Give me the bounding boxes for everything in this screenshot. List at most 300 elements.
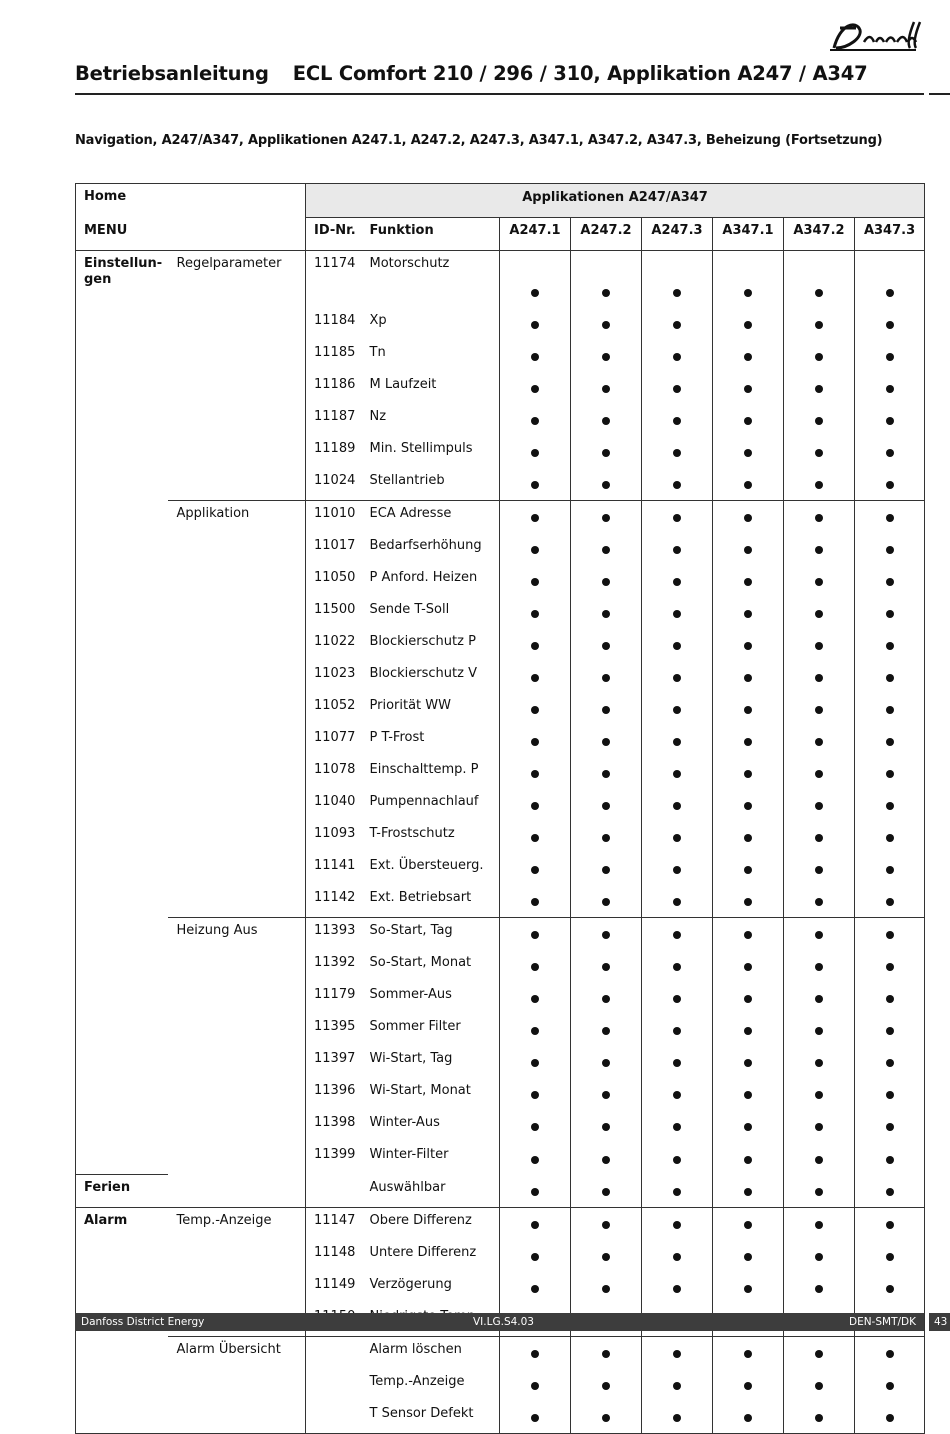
- app-cell: [784, 1401, 855, 1434]
- available-dot-icon: [744, 931, 752, 939]
- table-row: [76, 1240, 925, 1272]
- subsection-cell: [168, 533, 306, 565]
- app-cell: [713, 1272, 784, 1304]
- subsection-cell: [168, 340, 306, 372]
- section-cell: [76, 533, 168, 565]
- available-dot-icon: [815, 417, 823, 425]
- function-cell: Ext. Übersteuerg.: [369, 858, 484, 873]
- table-row: [76, 757, 925, 789]
- app-cell: [713, 661, 784, 693]
- app-cell: [855, 1272, 925, 1304]
- app-cell: [784, 1078, 855, 1110]
- available-dot-icon: [602, 642, 610, 650]
- app-cell: [713, 629, 784, 661]
- menu-label: MENU: [76, 218, 306, 251]
- available-dot-icon: [744, 995, 752, 1003]
- function-cell: Xp: [369, 313, 387, 328]
- available-dot-icon: [886, 898, 894, 906]
- app-cell: [784, 501, 855, 534]
- id-cell: 11142: [306, 885, 362, 918]
- available-dot-icon: [744, 1285, 752, 1293]
- function-cell: ECA Adresse: [362, 501, 500, 534]
- subsection-cell: Regelparameter: [176, 256, 282, 271]
- function-header: Funktion: [362, 218, 500, 251]
- app-cell: [500, 468, 571, 501]
- app-cell: [784, 533, 855, 565]
- app-cell: [784, 565, 855, 597]
- subsection-cell: [168, 693, 306, 725]
- page-footer: [75, 1313, 924, 1331]
- table-row: [76, 1401, 925, 1434]
- app-cell: [784, 340, 855, 372]
- available-dot-icon: [815, 1156, 823, 1164]
- section-cell: [76, 436, 168, 468]
- available-dot-icon: [673, 610, 681, 618]
- available-dot-icon: [602, 834, 610, 842]
- function-cell: So-Start, Monat: [369, 955, 472, 970]
- available-dot-icon: [744, 1091, 752, 1099]
- app-cell: [642, 1240, 713, 1272]
- available-dot-icon: [886, 834, 894, 842]
- table-row: [76, 565, 925, 597]
- app-cell: [784, 1208, 855, 1241]
- function-cell: Einschalttemp. P: [369, 762, 479, 777]
- app-cell: [642, 693, 713, 725]
- app-cell: [855, 1401, 925, 1434]
- app-cell: [500, 251, 571, 309]
- app-cell: [713, 372, 784, 404]
- available-dot-icon: [886, 1221, 894, 1229]
- available-dot-icon: [531, 385, 539, 393]
- available-dot-icon: [531, 321, 539, 329]
- app-cell: [642, 251, 713, 309]
- app-cell: [713, 950, 784, 982]
- id-cell: 11149: [306, 1272, 362, 1304]
- available-dot-icon: [815, 546, 823, 554]
- available-dot-icon: [531, 1253, 539, 1261]
- table-row: [76, 950, 925, 982]
- available-dot-icon: [815, 1188, 823, 1196]
- available-dot-icon: [815, 1350, 823, 1358]
- app-cell: [784, 468, 855, 501]
- app-cell: [500, 918, 571, 951]
- available-dot-icon: [886, 738, 894, 746]
- table-row: [76, 1078, 925, 1110]
- available-dot-icon: [744, 546, 752, 554]
- id-cell: 11398: [306, 1110, 362, 1142]
- footer-doc-code: VI.LG.S4.03: [473, 1316, 534, 1328]
- available-dot-icon: [744, 1123, 752, 1131]
- subsection-cell: [168, 436, 306, 468]
- available-dot-icon: [673, 289, 681, 297]
- app-cell: [500, 1240, 571, 1272]
- available-dot-icon: [744, 898, 752, 906]
- section-cell: [76, 1401, 168, 1434]
- app-cell: [642, 1142, 713, 1175]
- app-cell: [855, 565, 925, 597]
- available-dot-icon: [602, 738, 610, 746]
- available-dot-icon: [531, 353, 539, 361]
- app-cell: [784, 693, 855, 725]
- app-cell: [642, 1110, 713, 1142]
- function-cell: P Anford. Heizen: [369, 570, 478, 585]
- available-dot-icon: [886, 1285, 894, 1293]
- app-cell: [571, 661, 642, 693]
- app-cell: [571, 950, 642, 982]
- subsection-cell: [168, 404, 306, 436]
- available-dot-icon: [815, 449, 823, 457]
- app-cell: [713, 1078, 784, 1110]
- app-cell: [642, 308, 713, 340]
- available-dot-icon: [815, 706, 823, 714]
- available-dot-icon: [673, 1221, 681, 1229]
- app-cell: [571, 789, 642, 821]
- id-cell: 11392: [306, 950, 362, 982]
- app-cell: [500, 1369, 571, 1401]
- available-dot-icon: [886, 481, 894, 489]
- available-dot-icon: [744, 674, 752, 682]
- function-cell: Alarm löschen: [362, 1337, 500, 1370]
- app-cell: [784, 1142, 855, 1175]
- available-dot-icon: [744, 1221, 752, 1229]
- available-dot-icon: [602, 963, 610, 971]
- app-cell: [642, 436, 713, 468]
- available-dot-icon: [744, 738, 752, 746]
- id-cell: 11186: [306, 372, 362, 404]
- available-dot-icon: [531, 866, 539, 874]
- available-dot-icon: [744, 963, 752, 971]
- subsection-cell: [168, 1240, 306, 1272]
- function-cell: Sommer Filter: [369, 1019, 461, 1034]
- app-cell: [713, 1046, 784, 1078]
- id-cell: 11189: [306, 436, 362, 468]
- id-cell: 11093: [306, 821, 362, 853]
- function-cell: Sommer-Aus: [369, 987, 452, 1002]
- available-dot-icon: [531, 834, 539, 842]
- app-cell: [642, 982, 713, 1014]
- app-cell: [571, 1142, 642, 1175]
- function-cell: Winter-Aus: [369, 1115, 440, 1130]
- app-cell: [571, 565, 642, 597]
- app-cell: [500, 372, 571, 404]
- table-row: [76, 1014, 925, 1046]
- app-cell: [855, 725, 925, 757]
- available-dot-icon: [602, 449, 610, 457]
- app-cell: [713, 757, 784, 789]
- available-dot-icon: [673, 834, 681, 842]
- app-cell: [855, 950, 925, 982]
- available-dot-icon: [602, 321, 610, 329]
- available-dot-icon: [815, 1027, 823, 1035]
- available-dot-icon: [886, 1123, 894, 1131]
- app-cell: [855, 404, 925, 436]
- available-dot-icon: [815, 481, 823, 489]
- available-dot-icon: [602, 546, 610, 554]
- section-cell: [76, 1046, 168, 1078]
- available-dot-icon: [673, 931, 681, 939]
- app-cell: [500, 693, 571, 725]
- app-cell: [571, 404, 642, 436]
- app-cell: [784, 725, 855, 757]
- home-label: Home: [84, 189, 127, 204]
- available-dot-icon: [815, 514, 823, 522]
- app-cell: [571, 533, 642, 565]
- section-cell: [76, 918, 168, 951]
- app-cell: [855, 308, 925, 340]
- title-right: ECL Comfort 210 / 296 / 310, Applikation A247 / A347: [292, 62, 868, 85]
- subsection-cell: [168, 1142, 306, 1175]
- available-dot-icon: [673, 578, 681, 586]
- subsection-cell: Alarm Übersicht: [168, 1337, 306, 1370]
- app-cell: [642, 661, 713, 693]
- available-dot-icon: [531, 1123, 539, 1131]
- table-row: [76, 597, 925, 629]
- app-cell: [855, 1369, 925, 1401]
- id-cell: [306, 1337, 362, 1370]
- id-cell: 11017: [306, 533, 362, 565]
- app-cell: [855, 1208, 925, 1241]
- id-cell: 11024: [306, 468, 362, 501]
- subsection-cell: [168, 1078, 306, 1110]
- subsection-cell: [168, 789, 306, 821]
- app-cell: [571, 251, 642, 309]
- app-cell: [855, 501, 925, 534]
- app-cell: [571, 693, 642, 725]
- function-cell: Wi-Start, Monat: [369, 1083, 471, 1098]
- app-cell: [713, 1110, 784, 1142]
- table-row: [76, 725, 925, 757]
- app-cell: [784, 918, 855, 951]
- app-cell: [571, 501, 642, 534]
- app-cell: [500, 501, 571, 534]
- available-dot-icon: [815, 642, 823, 650]
- id-cell: 11078: [306, 757, 362, 789]
- app-cell: [713, 597, 784, 629]
- table-row: [76, 629, 925, 661]
- app-cell: [784, 597, 855, 629]
- app-cell: [642, 533, 713, 565]
- available-dot-icon: [531, 1414, 539, 1422]
- id-cell: 11050: [306, 565, 362, 597]
- available-dot-icon: [673, 1382, 681, 1390]
- available-dot-icon: [531, 995, 539, 1003]
- app-cell: [713, 982, 784, 1014]
- section-cell: [76, 1272, 168, 1304]
- app-cell: [713, 251, 784, 309]
- available-dot-icon: [744, 353, 752, 361]
- app-cell: [571, 1175, 642, 1208]
- app-cell: [713, 1401, 784, 1434]
- table-row: [76, 789, 925, 821]
- app-cell: [571, 1046, 642, 1078]
- app-cell: [784, 1046, 855, 1078]
- available-dot-icon: [602, 385, 610, 393]
- id-cell: 11395: [306, 1014, 362, 1046]
- available-dot-icon: [602, 578, 610, 586]
- table-row: [76, 533, 925, 565]
- subsection-cell: [168, 725, 306, 757]
- app-cell: [855, 436, 925, 468]
- available-dot-icon: [602, 610, 610, 618]
- app-cell: [571, 1078, 642, 1110]
- table-row: [76, 404, 925, 436]
- id-cell: [306, 1175, 362, 1208]
- available-dot-icon: [673, 642, 681, 650]
- function-cell: Tn: [369, 345, 386, 360]
- app-cell: [855, 789, 925, 821]
- available-dot-icon: [744, 1027, 752, 1035]
- id-header: ID-Nr.: [306, 218, 362, 251]
- app-cell: [784, 436, 855, 468]
- id-cell: 11393: [306, 918, 362, 951]
- app-cell: [642, 1369, 713, 1401]
- app-cell: [713, 1337, 784, 1370]
- app-cell: [571, 725, 642, 757]
- app-cell: [855, 251, 925, 309]
- app-cell: [784, 1110, 855, 1142]
- available-dot-icon: [744, 1253, 752, 1261]
- app-cell: [500, 757, 571, 789]
- available-dot-icon: [531, 1156, 539, 1164]
- available-dot-icon: [531, 289, 539, 297]
- available-dot-icon: [886, 1382, 894, 1390]
- available-dot-icon: [531, 546, 539, 554]
- available-dot-icon: [815, 1221, 823, 1229]
- table-row: [76, 693, 925, 725]
- footer-company: Danfoss District Energy: [81, 1316, 205, 1328]
- app-cell: [500, 661, 571, 693]
- app-cell: [784, 757, 855, 789]
- section-cell: [76, 565, 168, 597]
- function-cell: Bedarfserhöhung: [369, 538, 482, 553]
- available-dot-icon: [673, 1156, 681, 1164]
- id-cell: 11500: [306, 597, 362, 629]
- app-cell: [642, 1272, 713, 1304]
- section-cell: [76, 404, 168, 436]
- available-dot-icon: [815, 738, 823, 746]
- app-cell: [642, 1337, 713, 1370]
- app-cell: [500, 1142, 571, 1175]
- subsection-cell: [168, 885, 306, 918]
- app-cell: [571, 1272, 642, 1304]
- available-dot-icon: [886, 578, 894, 586]
- available-dot-icon: [602, 1123, 610, 1131]
- available-dot-icon: [531, 1285, 539, 1293]
- available-dot-icon: [744, 578, 752, 586]
- app-cell: [500, 1272, 571, 1304]
- available-dot-icon: [531, 898, 539, 906]
- available-dot-icon: [815, 321, 823, 329]
- app-cell: [500, 340, 571, 372]
- title-left: Betriebsanleitung: [75, 62, 269, 85]
- available-dot-icon: [531, 417, 539, 425]
- app-cell: [642, 629, 713, 661]
- subsection-cell: [168, 1175, 306, 1208]
- section-cell: [76, 1240, 168, 1272]
- app-cell: [642, 340, 713, 372]
- subsection-cell: Applikation: [168, 501, 306, 534]
- app-cell: [855, 372, 925, 404]
- app-cell: [855, 1240, 925, 1272]
- available-dot-icon: [602, 1285, 610, 1293]
- available-dot-icon: [602, 706, 610, 714]
- subsection-cell: [168, 1401, 306, 1434]
- id-cell: [306, 1401, 362, 1434]
- apps-header: Applikationen A247/A347: [306, 184, 925, 218]
- available-dot-icon: [531, 1382, 539, 1390]
- app-cell: [500, 885, 571, 918]
- subsection-cell: [168, 468, 306, 501]
- app-cell: [500, 533, 571, 565]
- app-cell: [855, 1014, 925, 1046]
- available-dot-icon: [531, 1091, 539, 1099]
- app-cell: [855, 982, 925, 1014]
- app-cell: [642, 597, 713, 629]
- function-cell: Blockierschutz P: [369, 634, 476, 649]
- section-cell: Einstellun-gen: [84, 256, 163, 287]
- app-cell: [571, 372, 642, 404]
- app-cell: [500, 950, 571, 982]
- available-dot-icon: [815, 289, 823, 297]
- available-dot-icon: [531, 578, 539, 586]
- danfoss-logo: [826, 14, 926, 58]
- available-dot-icon: [744, 1188, 752, 1196]
- function-cell: Priorität WW: [369, 698, 451, 713]
- available-dot-icon: [886, 866, 894, 874]
- available-dot-icon: [744, 802, 752, 810]
- app-column-header: A347.2: [784, 218, 855, 251]
- app-cell: [571, 853, 642, 885]
- app-cell: [642, 821, 713, 853]
- app-column-header: A347.3: [855, 218, 925, 251]
- subsection-cell: [168, 950, 306, 982]
- available-dot-icon: [744, 481, 752, 489]
- app-cell: [855, 1110, 925, 1142]
- id-cell: 11396: [306, 1078, 362, 1110]
- app-cell: [713, 725, 784, 757]
- section-cell: Ferien: [76, 1175, 168, 1208]
- section-cell: [76, 661, 168, 693]
- app-cell: [855, 693, 925, 725]
- available-dot-icon: [602, 1059, 610, 1067]
- available-dot-icon: [602, 417, 610, 425]
- app-cell: [500, 1401, 571, 1434]
- available-dot-icon: [531, 1188, 539, 1196]
- app-column-header: A247.1: [500, 218, 571, 251]
- available-dot-icon: [815, 674, 823, 682]
- app-cell: [855, 885, 925, 918]
- available-dot-icon: [886, 770, 894, 778]
- available-dot-icon: [531, 1221, 539, 1229]
- available-dot-icon: [531, 963, 539, 971]
- table-row: [76, 468, 925, 501]
- app-cell: [713, 885, 784, 918]
- section-cell: [76, 308, 168, 340]
- available-dot-icon: [602, 289, 610, 297]
- app-cell: [855, 1078, 925, 1110]
- id-cell: 11185: [306, 340, 362, 372]
- available-dot-icon: [886, 674, 894, 682]
- available-dot-icon: [673, 1188, 681, 1196]
- function-cell: Ext. Betriebsart: [369, 890, 472, 905]
- function-cell: Verzögerung: [369, 1277, 452, 1292]
- app-cell: [855, 340, 925, 372]
- function-cell: Auswählbar: [369, 1179, 446, 1195]
- subsection-cell: [168, 661, 306, 693]
- available-dot-icon: [815, 866, 823, 874]
- available-dot-icon: [886, 1414, 894, 1422]
- available-dot-icon: [673, 1123, 681, 1131]
